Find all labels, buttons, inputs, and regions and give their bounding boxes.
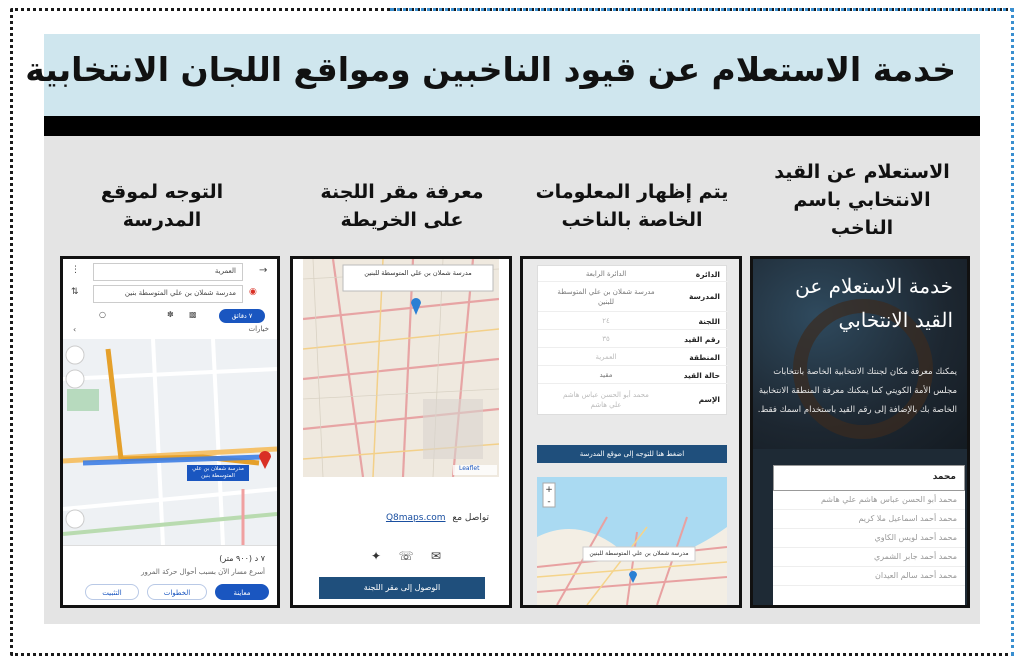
- go-to-school-button[interactable]: اضغط هنا للتوجه إلى موقع المدرسة: [537, 445, 727, 463]
- mini-map-popup: مدرسة شملان بن علي المتوسطة للبنين: [589, 550, 689, 557]
- info-row: [538, 282, 728, 312]
- options-label[interactable]: خيارات: [248, 325, 269, 333]
- name-search-input[interactable]: محمد: [773, 465, 965, 491]
- mini-map[interactable]: [537, 477, 727, 605]
- info-row: [538, 266, 728, 282]
- origin-field[interactable]: العمرية: [93, 263, 243, 281]
- preview-button[interactable]: معاينة: [215, 584, 269, 600]
- directions-header: [63, 259, 277, 339]
- info-value: ٣٥: [602, 335, 610, 343]
- svg-text:-: -: [547, 497, 551, 507]
- info-value: محمد أبو الحسن عباس هاشم علي هاشم: [563, 391, 649, 409]
- follow-us: [386, 513, 489, 523]
- destination-field[interactable]: مدرسة شملان بن علي المتوسطة بنين: [93, 285, 243, 303]
- title-banner: [25, 34, 980, 116]
- info-value: ٢٤: [602, 317, 610, 325]
- search-title: خدمة الاستعلام عن القيد الانتخابي: [795, 274, 953, 332]
- reach-committee-button[interactable]: الوصول إلى مقر اللجنة: [319, 577, 485, 599]
- transit-icon[interactable]: ▩: [189, 310, 197, 319]
- info-value: الدائرة الرابعة: [585, 270, 627, 278]
- suggestion-item[interactable]: محمد أحمد اسماعيل ملا كريم: [773, 510, 965, 529]
- suggestion-item[interactable]: محمد أبو الحسن عباس هاشم علي هاشم: [773, 491, 965, 510]
- back-arrow-icon[interactable]: →: [259, 265, 268, 276]
- follow-label: تواصل مع: [452, 513, 489, 523]
- info-row: [538, 366, 728, 384]
- route-map[interactable]: [63, 339, 277, 545]
- steps-button[interactable]: الخطوات: [147, 584, 207, 600]
- route-summary: [63, 545, 277, 608]
- info-key: حالة القيد: [683, 371, 720, 380]
- info-key: اللجنة: [698, 317, 720, 326]
- directions-screenshot: [60, 256, 280, 608]
- info-key: رقم القيد: [684, 335, 720, 344]
- twitter-icon[interactable]: ✦: [371, 549, 382, 563]
- step-title-3: معرفة مقر اللجنة على الخريطة: [320, 181, 484, 231]
- suggestion-item[interactable]: محمد أحمد جابر الشمري: [773, 548, 965, 567]
- svg-text:+: +: [545, 485, 553, 495]
- swap-icon[interactable]: ⇅: [71, 287, 79, 297]
- info-value: مدرسة شملان بن علي المتوسطة للبنين: [557, 288, 655, 306]
- chevron-left-icon[interactable]: ‹: [73, 325, 77, 334]
- school-route-label: مدرسة شملان بن علي المتوسطة بنين: [192, 466, 244, 479]
- search-description: يمكنك معرفة مكان لجنتك الانتخابية الخاصة بانتخابات مجلس الأمة الكويتي كما يمكنك معرفة المنطقة الانتخابية الخاصة بك بالإضافة إلى رقم القيد باستخدام اسمك فقط.: [757, 367, 957, 415]
- search-screenshot: [750, 256, 970, 608]
- info-value: مقيد: [599, 371, 613, 379]
- step-title-2: يتم إظهار المعلومات الخاصة بالناخب: [535, 181, 729, 231]
- email-icon[interactable]: ✉: [430, 549, 441, 563]
- suggestion-list: [773, 491, 965, 605]
- bike-icon[interactable]: ○: [99, 310, 106, 319]
- banner-divider: [44, 116, 980, 136]
- dotted-frame-accent-top: [390, 8, 1014, 12]
- step-title-4: التوجه لموقع المدرسة: [100, 181, 224, 231]
- route-eta: ٧ د (٩٠٠ متر): [219, 554, 265, 563]
- committee-map-screenshot: [290, 256, 512, 608]
- infographic-card: [25, 34, 980, 624]
- info-row: [538, 312, 728, 330]
- info-key: المدرسة: [689, 292, 720, 301]
- suggestion-item[interactable]: محمد أحمد سالم العيدان: [773, 567, 965, 586]
- info-value: العمرية: [595, 353, 617, 361]
- whatsapp-icon[interactable]: ☏: [398, 549, 414, 563]
- info-row: [538, 348, 728, 366]
- social-icons: [371, 549, 441, 565]
- committee-map[interactable]: [303, 259, 499, 477]
- pin-button[interactable]: التثبيت: [85, 584, 139, 600]
- step-title-1: الاستعلام عن القيد الانتخابي باسم الناخب: [774, 161, 950, 239]
- map-popup: مدرسة شملان بن علي المتوسطة للبنين: [364, 269, 472, 277]
- map-attribution[interactable]: Leaflet: [459, 465, 480, 472]
- suggestion-item[interactable]: محمد أحمد لويس الكاوي: [773, 529, 965, 548]
- info-key: الدائرة: [695, 270, 720, 279]
- destination-pin-icon: ◉: [249, 287, 257, 297]
- voter-info-screenshot: [520, 256, 742, 608]
- q8maps-link[interactable]: Q8maps.com: [385, 513, 446, 523]
- banner-title: خدمة الاستعلام عن قيود الناخبين ومواقع اللجان الانتخابية: [25, 50, 956, 89]
- route-note: أسرع مسار الآن بسبب أحوال حركة المرور: [141, 568, 265, 576]
- more-icon[interactable]: ⋮: [71, 265, 80, 275]
- info-row: [538, 330, 728, 348]
- info-row: [538, 384, 728, 416]
- dotted-frame-accent-right: [1010, 8, 1014, 656]
- walk-icon[interactable]: ✽: [167, 310, 174, 319]
- drive-time-chip[interactable]: ٧ دقائق: [219, 309, 265, 323]
- info-key: الإسم: [698, 395, 720, 404]
- voter-info-card: [537, 265, 727, 415]
- info-key: المنطقة: [689, 353, 720, 362]
